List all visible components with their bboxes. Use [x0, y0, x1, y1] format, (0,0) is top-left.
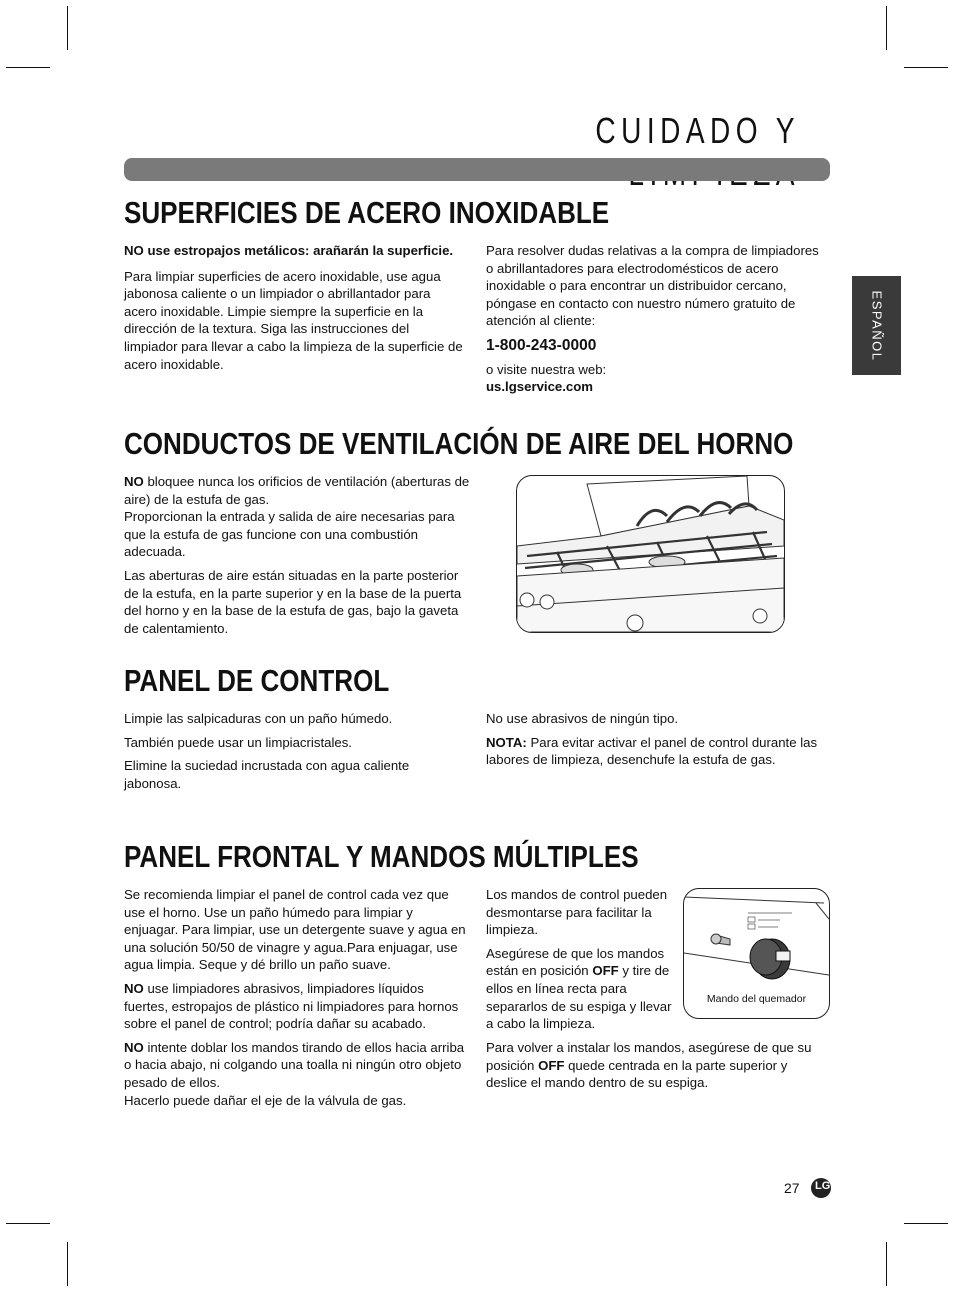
front-l3b: Hacerlo puede dañar el eje de la válvula de gas. [124, 1092, 407, 1108]
crop-mark [67, 1242, 68, 1286]
stainless-warning: NO use estropajos metálicos: arañarán la superficie. [124, 243, 454, 258]
heading-stainless: SUPERFICIES DE ACERO INOXIDABLE [124, 195, 610, 230]
control-note: Para evitar activar el panel de control durante las labores de limpieza, desenchufe la estufa de gas. [486, 734, 818, 768]
stainless-right-column [486, 242, 828, 396]
control-left-column [124, 710, 464, 798]
front-no-1: NO [124, 980, 144, 996]
front-left-column [124, 886, 470, 1115]
header-bar [124, 158, 830, 181]
crop-mark [6, 67, 50, 68]
heading-control-panel: PANEL DE CONTROL [124, 663, 390, 698]
front-r2-off: OFF [592, 963, 619, 979]
vents-p1: bloquee nunca los orificios de ventilación (aberturas de aire) de la estufa de gas. [124, 474, 470, 507]
range-vents-illustration [516, 475, 785, 633]
front-l3: intente doblar los mandos tirando de ellos hacia arriba o hacia abajo, ni colgando una toalla ni ningún otro objeto pesado de ellos. [124, 1039, 465, 1090]
stainless-left-column [124, 242, 464, 379]
vents-text [124, 473, 470, 643]
heading-vents: CONDUCTOS DE VENTILACIÓN DE AIRE DEL HORNO [124, 426, 794, 461]
crop-mark [886, 1242, 887, 1286]
control-note-label: NOTA: [486, 734, 527, 750]
front-right-bottom [486, 1039, 828, 1098]
burner-knob-icon [684, 889, 829, 989]
heading-front-panel: PANEL FRONTAL Y MANDOS MÚLTIPLES [124, 839, 639, 874]
support-website: us.lgservice.com [486, 379, 594, 395]
stainless-body: Para limpiar superficies de acero inoxidable, use agua jabonosa caliente o un limpiador o abrillantador para acero inoxidable. Limpie siempre la superficie en la dirección de la textura. Siga las instrucciones del limpiador para llevar a cabo la limpieza de la superficie de acero inoxidable. [124, 268, 463, 372]
crop-mark [67, 6, 68, 50]
page-number: 27 [784, 1180, 800, 1196]
lg-logo-text: LG [815, 1180, 831, 1192]
front-r2b: y tire de ellos en línea recta para separarlos de su espiga y llevar a cabo la limpieza. [486, 963, 672, 1032]
chapter-title: CUIDADO Y [595, 110, 800, 151]
crop-mark [886, 6, 887, 50]
front-no-2: NO [124, 1039, 144, 1055]
language-tab-label: ESPAÑOL [869, 290, 884, 361]
front-r1: Los mandos de control pueden desmontarse para facilitar la limpieza. [486, 887, 668, 938]
vents-p2: Las aberturas de aire están situadas en la parte posterior de la estufa, en la parte superior y en la base de la puerta del horno y en la base de la estufa de gas, bajo la gaveta de calentamiento. [124, 567, 462, 636]
front-l2: use limpiadores abrasivos, limpiadores líquidos fuertes, estropajos de plástico ni limpiadores para hornos sobre el panel de control; podría dañar su acabado. [124, 980, 459, 1032]
front-r3a: Para volver a instalar los mandos, asegúrese de que su posición [486, 1040, 812, 1073]
front-r3b: quede centrada en la parte superior y deslice el mando dentro de su espiga. [486, 1057, 788, 1091]
front-l1: Se recomienda limpiar el panel de control cada vez que use el horno. Use un paño húmedo para limpiar y enjuagar. Para limpiar, use un detergente suave y agua en una solución 50/50 de vinagre y agua.Para enjuagar, use agua limpia. Seque y dé brillo un paño suave. [124, 887, 466, 973]
language-tab [852, 276, 901, 375]
vents-p1b: Proporcionan la entrada y salida de aire necesarias para que la estufa de gas funcione con una combustión adecuada. [124, 509, 455, 560]
front-r3-off: OFF [538, 1057, 565, 1073]
front-right-top [486, 886, 678, 1039]
lg-logo [811, 1178, 831, 1198]
web-label: o visite nuestra web: [486, 361, 607, 377]
crop-mark [904, 1223, 948, 1224]
stainless-contact-text: Para resolver dudas relativas a la compra de limpiadores o abrillantadores para electrodomésticos de acero inoxidable o para encontrar un distribuidor cercano, póngase en contacto con nuestro número gratuito de atención al cliente: [486, 243, 819, 329]
support-phone: 1-800-243-0000 [486, 336, 597, 354]
gas-range-icon [517, 476, 784, 632]
control-r1: No use abrasivos de ningún tipo. [486, 711, 679, 726]
control-l2: También puede usar un limpiacristales. [124, 734, 352, 750]
vents-no: NO [124, 474, 144, 489]
front-r2a: Asegúrese de que los mandos están en posición [486, 945, 665, 979]
knob-illustration [683, 888, 830, 1019]
crop-mark [6, 1223, 50, 1224]
control-l1: Limpie las salpicaduras con un paño húmedo. [124, 711, 393, 726]
control-right-column [486, 710, 828, 775]
crop-mark [904, 67, 948, 68]
control-l3: Elimine la suciedad incrustada con agua caliente jabonosa. [124, 758, 410, 791]
knob-caption: Mando del quemador [706, 993, 807, 1005]
